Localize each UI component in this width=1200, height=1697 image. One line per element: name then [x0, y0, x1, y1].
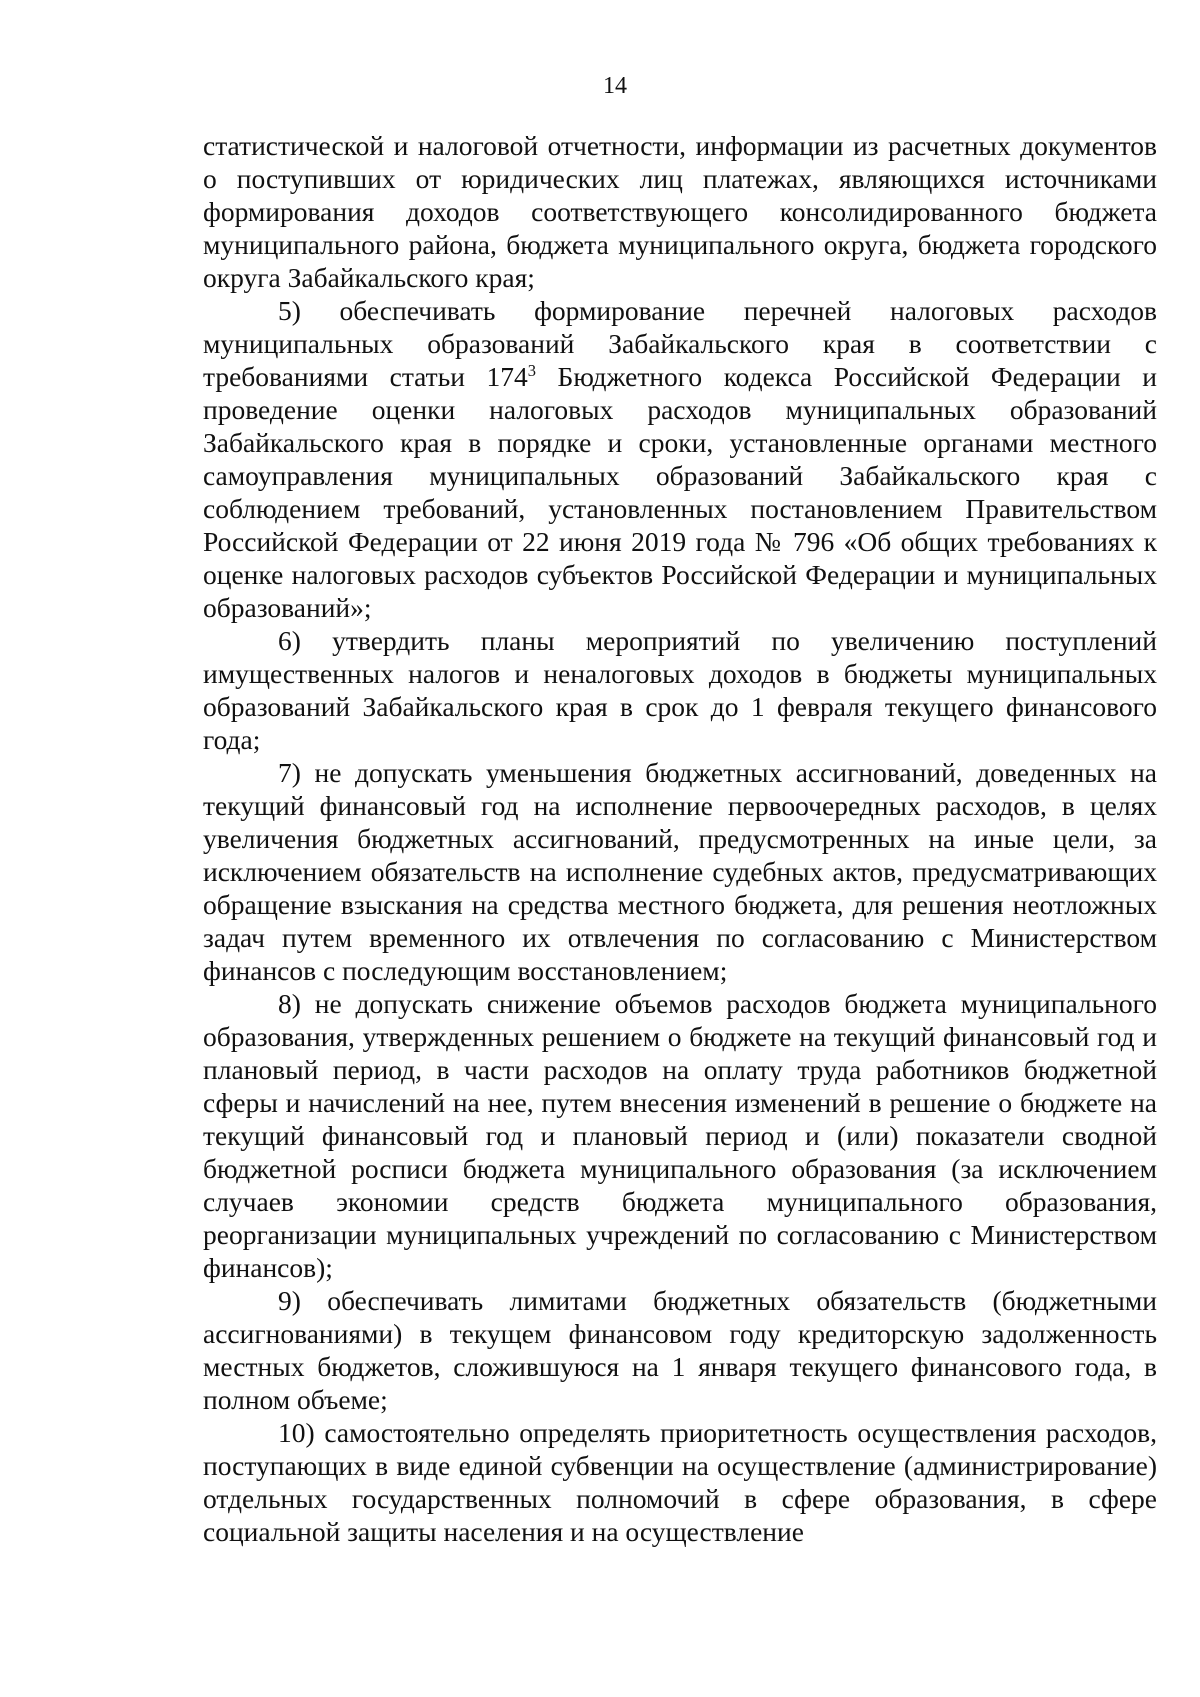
paragraph-item-6: 6) утвердить планы мероприятий по увеличению поступлений имущественных налогов и неналоговых доходов в бюджеты муниципальных образований Забайкальского края в срок до 1 февраля текущего финансового года;	[203, 625, 1157, 755]
paragraph-item-9: 9) обеспечивать лимитами бюджетных обязательств (бюджетными ассигнованиями) в текущем финансовом году кредиторскую задолженность местных бюджетов, сложившуюся на 1 января текущего финансового года, в полном объеме;	[203, 1285, 1157, 1415]
paragraph-item-7: 7) не допускать уменьшения бюджетных ассигнований, доведенных на текущий финансовый год на исполнение первоочередных расходов, в целях увеличения бюджетных ассигнований, предусмотренных на иные цели, за исключением обязательств на исполнение судебных актов, предусматривающих обращение взыскания на средства местного бюджета, для решения неотложных задач путем временного их отвлечения по согласованию с Министерством финансов с последующим восстановлением;	[203, 757, 1157, 986]
paragraph-continuation: статистической и налоговой отчетности, информации из расчетных документов о поступивших от юридических лиц платежах, являющихся источниками формирования доходов соответствующего консолидированного бюджета муниципального района, бюджета муниципального округа, бюджета городского округа Забайкальского края;	[203, 130, 1157, 293]
page-number: 14	[603, 73, 627, 99]
paragraph-item-5-text: 5) обеспечивать формирование перечней налоговых расходов муниципальных образований Забайкальского края в соответствии с требованиями статьи 174	[203, 295, 1157, 392]
article-superscript: 3	[527, 360, 536, 380]
paragraph-item-8: 8) не допускать снижение объемов расходов бюджета муниципального образования, утвержденных решением о бюджете на текущий финансовый год и плановый период, в части расходов на оплату труда работников бюджетной сферы и начислений на нее, путем внесения изменений в решение о бюджете на текущий финансовый год и плановый период и (или) показатели сводной бюджетной росписи бюджета муниципального образования (за исключением случаев экономии средств бюджета муниципального образования, реорганизации муниципальных учреждений по согласованию с Министерством финансов);	[203, 988, 1157, 1283]
paragraph-item-10: 10) самостоятельно определять приоритетность осуществления расходов, поступающих в виде единой субвенции на осуществление (администрирование) отдельных государственных полномочий в сфере образования, в сфере социальной защиты населения и на осуществление	[203, 1417, 1157, 1547]
paragraph-item-5-tail: Бюджетного кодекса Российской Федерации и проведение оценки налоговых расходов муниципальных образований Забайкальского края в порядке и сроки, установленные органами местного самоуправления муниципальных образований Забайкальского края с соблюдением требований, установленных постановлением Правительством Российской Федерации от 22 июня 2019 года № 796 «Об общих требованиях к оценке налоговых расходов субъектов Российской Федерации и муниципальных образований»;	[203, 361, 1157, 623]
paragraph-item-5	[203, 294, 1157, 624]
document-body	[203, 129, 1157, 1548]
